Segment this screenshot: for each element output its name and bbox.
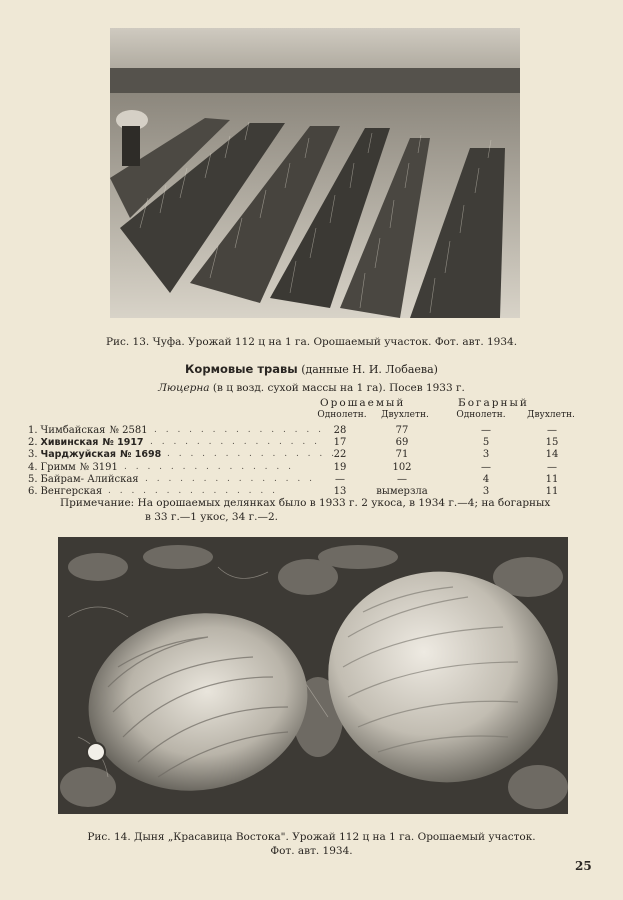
leader-dots: . . . . . . . . . . . . . . . bbox=[167, 449, 337, 460]
figure-14-caption-line-2: Фот. авт. 1934. bbox=[270, 845, 353, 857]
leader-dots: . . . . . . . . . . . . . . . bbox=[150, 437, 320, 448]
section-title-bold: Кормовые травы bbox=[185, 362, 298, 376]
table-row bbox=[28, 449, 588, 461]
table-cell: — bbox=[335, 473, 345, 485]
row-number: 2. bbox=[28, 437, 38, 449]
row-number: 6. bbox=[28, 486, 38, 497]
row-number: 5. bbox=[28, 473, 38, 485]
variety-label: Хивинская bbox=[40, 437, 99, 449]
table-cell: 11 bbox=[545, 473, 559, 485]
note-line-1: Примечание: На орошаемых делянках было в 1933 г. 2 укоса, в 1934 г.—4; на богарных bbox=[60, 497, 551, 509]
table-cell: 22 bbox=[333, 449, 347, 461]
variety-name bbox=[28, 449, 161, 460]
figure-14-caption-line-1: Рис. 14. Дыня „Красавица Востока". Урожай 112 ц на 1 га. Орошаемый участок. bbox=[87, 831, 536, 843]
table-cell: 69 bbox=[395, 437, 409, 449]
table-cell: 28 bbox=[333, 425, 347, 436]
table-row bbox=[28, 425, 588, 437]
chufa-field-photo bbox=[110, 28, 520, 318]
variety-name bbox=[28, 474, 139, 485]
leader-dots: . . . . . . . . . . . . . . . bbox=[145, 473, 315, 484]
note-line-2: в 33 г.—1 укос, 34 г.—2. bbox=[145, 511, 278, 523]
table-cell: 17 bbox=[333, 437, 347, 449]
figure-14-caption bbox=[0, 830, 623, 858]
table-cell: 3 bbox=[482, 449, 490, 461]
section-title bbox=[0, 362, 623, 376]
subtitle-rest: (в ц возд. сухой массы на 1 га). Посев 1933 г. bbox=[212, 382, 465, 394]
subtitle-italic: Люцерна bbox=[158, 382, 210, 394]
group-dry-header: Богарный bbox=[458, 397, 529, 409]
variety-label: Чарджуйская bbox=[40, 449, 116, 461]
variety-number: № 3191 bbox=[79, 461, 118, 473]
row-number: 1. bbox=[28, 425, 38, 436]
col-header-3: Однолетн. bbox=[456, 410, 506, 420]
table-cell: — bbox=[481, 425, 491, 436]
table-cell: 15 bbox=[545, 437, 559, 449]
variety-number: № 2581 bbox=[109, 425, 148, 436]
table-cell: 3 bbox=[482, 486, 490, 497]
page-number: 25 bbox=[575, 859, 592, 873]
table-cell: 19 bbox=[333, 461, 347, 473]
variety-name bbox=[28, 437, 144, 448]
variety-name bbox=[28, 462, 118, 473]
variety-name bbox=[28, 425, 148, 436]
table-cell: — bbox=[397, 473, 407, 485]
table-cell: 13 bbox=[333, 486, 347, 497]
variety-label: Чимбайская bbox=[40, 425, 106, 436]
group-irrigated-header: Орошаемый bbox=[320, 397, 406, 409]
variety-label: Байрам- Алийская bbox=[40, 473, 139, 485]
figure-13-caption: Рис. 13. Чуфа. Урожай 112 ц на 1 га. Орошаемый участок. Фот. авт. 1934. bbox=[105, 336, 518, 348]
variety-label: Гримм bbox=[40, 461, 76, 473]
variety-number: № 1698 bbox=[120, 449, 162, 461]
col-header-2: Двухлетн. bbox=[381, 410, 429, 420]
table-cell: 5 bbox=[482, 437, 490, 449]
table-cell: вымерзла bbox=[376, 486, 428, 497]
col-header-4: Двухлетн. bbox=[527, 410, 575, 420]
leader-dots: . . . . . . . . . . . . . . . bbox=[108, 486, 278, 496]
table-note bbox=[60, 496, 590, 524]
table-row bbox=[28, 462, 588, 474]
leader-dots: . . . . . . . . . . . . . . . bbox=[154, 425, 324, 435]
table-cell: 71 bbox=[395, 449, 409, 461]
table-cell: — bbox=[547, 425, 557, 436]
table-cell: 4 bbox=[482, 473, 490, 485]
leader-dots: . . . . . . . . . . . . . . . bbox=[124, 461, 294, 472]
variety-label: Венгерская bbox=[40, 486, 103, 497]
table-row bbox=[28, 474, 588, 486]
variety-number: № 1917 bbox=[102, 437, 144, 449]
table-cell: — bbox=[547, 461, 557, 473]
table-cell: 11 bbox=[545, 486, 559, 497]
table-cell: 102 bbox=[392, 461, 412, 473]
melon-photo bbox=[58, 537, 568, 814]
row-number: 4. bbox=[28, 461, 38, 473]
table-cell: 14 bbox=[545, 449, 559, 461]
table-row bbox=[28, 437, 588, 449]
table-cell: 77 bbox=[395, 425, 409, 436]
col-header-1: Однолетн. bbox=[317, 410, 367, 420]
row-number: 3. bbox=[28, 449, 38, 461]
section-title-rest: (данные Н. И. Лобаева) bbox=[301, 363, 438, 376]
table-subtitle bbox=[0, 382, 623, 394]
table-cell: — bbox=[481, 461, 491, 473]
